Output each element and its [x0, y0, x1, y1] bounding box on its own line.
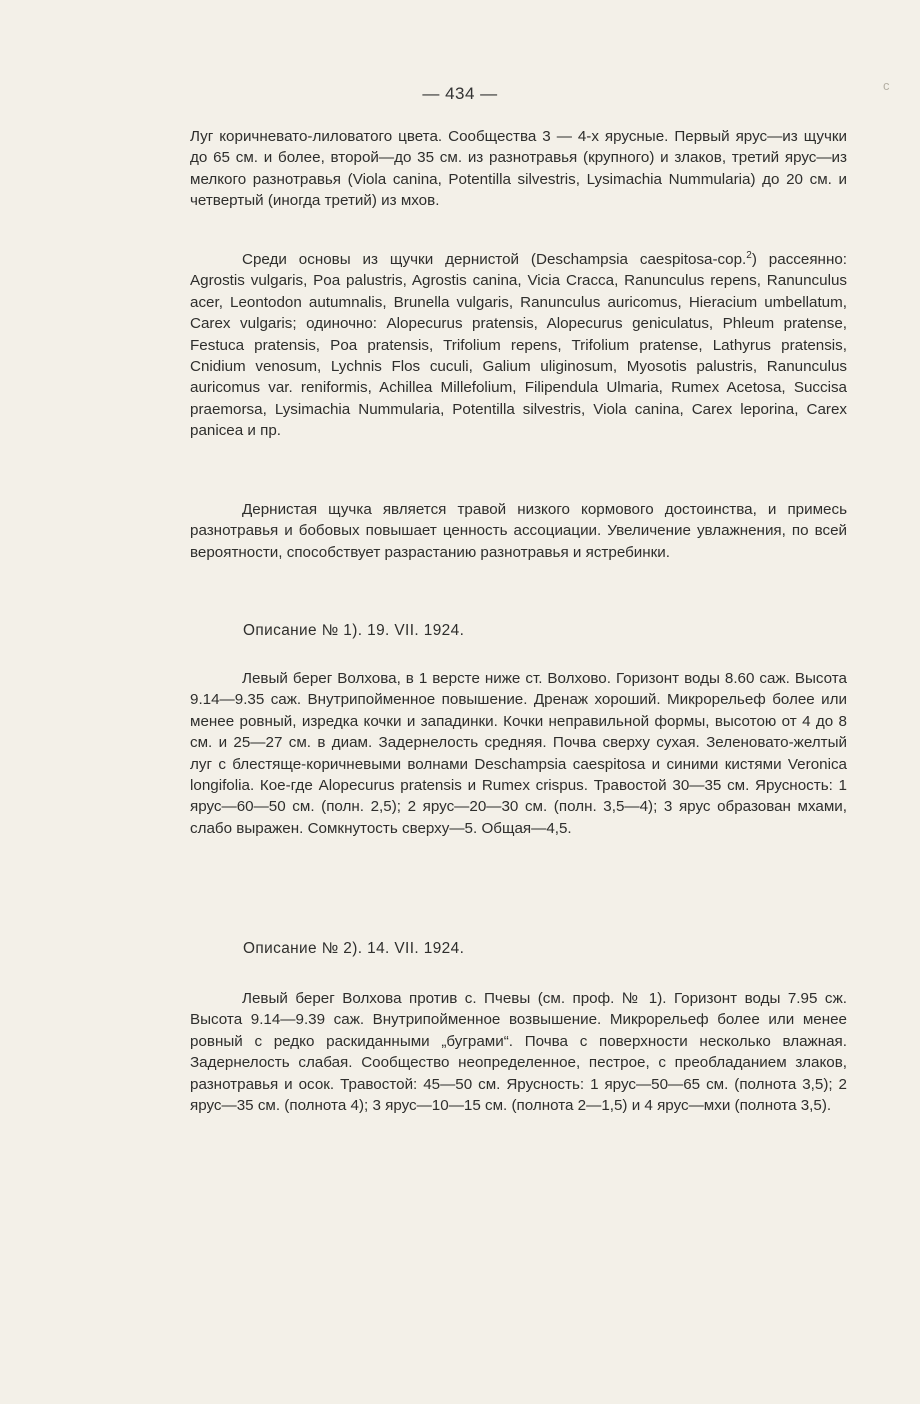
paragraph-text: Левый берег Волхова против с. Пчевы (см. проф. № 1). Горизонт воды 7.95 сж. Высота 9.14—9.39 саж. Внутрипойменное возвышение. Микрорельеф более или менее ровный с редко раскиданными „буграми“. Почва с поверхности несколько влажная. Задернелость слабая. Сообщество неопределенное, пестрое, с преобладанием злаков, разнотравья и осок. Травостой: 45—50 см. Ярусность: 1 ярус—50—65 см. (полнота 3,5); 2 ярус—35 см. (полнота 4); 3 ярус—10—15 см. (полнота 2—1,5) и 4 ярус—мхи (полнота 3,5).: [190, 990, 847, 1115]
section-heading-1: Описание № 1). 19. VII. 1924.: [243, 622, 465, 639]
corner-mark: c: [883, 78, 890, 93]
paragraph-text: Луг коричневато-лиловатого цвета. Сообщества 3 — 4-х ярусные. Первый ярус—из щучки до 65 см. и более, второй—до 35 см. из разнотравья (крупного) и злаков, третий ярус—из мелкого разнотравья (Viola canina, Potentilla silvestris, Lysimachia Nummularia) до 20 см. и четвертый (иногда третий) из мхов.: [190, 128, 847, 210]
page-number: — 434 —: [422, 84, 498, 103]
section-heading-2: Описание № 2). 14. VII. 1924.: [243, 940, 465, 957]
paragraph-species-list: [190, 249, 847, 442]
paragraph-text: Левый берег Волхова, в 1 версте ниже ст. Волхово. Горизонт воды 8.60 саж. Высота 9.14—9.35 саж. Внутрипойменное повышение. Дренаж хороший. Микрорельеф более или менее ровный, изредка кочки и западинки. Кочки неправильной формы, высотою от 4 до 8 см. и 25—27 см. в диам. Задернелость средняя. Почва сверху сухая. Зеленовато-желтый луг с блестяще-коричневыми волнами Deschampsia caespitosa и синими кистями Veronica longifolia. Кое-где Alopecurus pratensis и Rumex crispus. Травостой 30—35 см. Ярусность: 1 ярус—60—50 см. (полн. 2,5); 2 ярус—20—30 см. (полн. 3,5—4); 3 ярус образован мхами, слабо выражен. Сомкнутость сверху—5. Общая—4,5.: [190, 670, 847, 837]
paragraph-text-start: Среди основы из щучки дернистой (Deschampsia caespitosa-cop.: [242, 251, 747, 268]
paragraph-text: Дернистая щучка является травой низкого кормового достоинства, и примесь разнотравья и бобовых повышает ценность ассоциации. Увеличение увлажнения, по всей вероятности, способствует разрастанию разнотравья и ястребинки.: [190, 501, 847, 561]
paragraph-description-2: [190, 988, 847, 1116]
paragraph-text-rest: ) рассеянно: Agrostis vulgaris, Poa palustris, Agrostis canina, Vicia Cracca, Ranunculus repens, Ranunculus acer, Leontodon autumnalis, Brunella vulgaris, Ranunculus auricomus, Hieracium umbellatum, Carex vulgaris; одиночно: Alopecurus pratensis, Alopecurus geniculatus, Phleum pratense, Festuca pratensis, Poa pratensis, Trifolium repens, Trifolium pratense, Lathyrus pratensis, Cnidium venosum, Lychnis Flos cuculi, Galium uliginosum, Myosotis palustris, Ranunculus auricomus var. reniformis, Achillea Millefolium, Filipendula Ulmaria, Rumex Acetosa, Succisa praemorsa, Lysimachia Nummularia, Potentilla silvestris, Viola canina, Carex leporina, Carex panicea и пр.: [190, 251, 847, 440]
paragraph-description-1: [190, 668, 847, 839]
paragraph-meadow-description: [190, 126, 847, 212]
footnote-ref: 2: [746, 249, 752, 261]
paragraph-forage-value: [190, 499, 847, 563]
